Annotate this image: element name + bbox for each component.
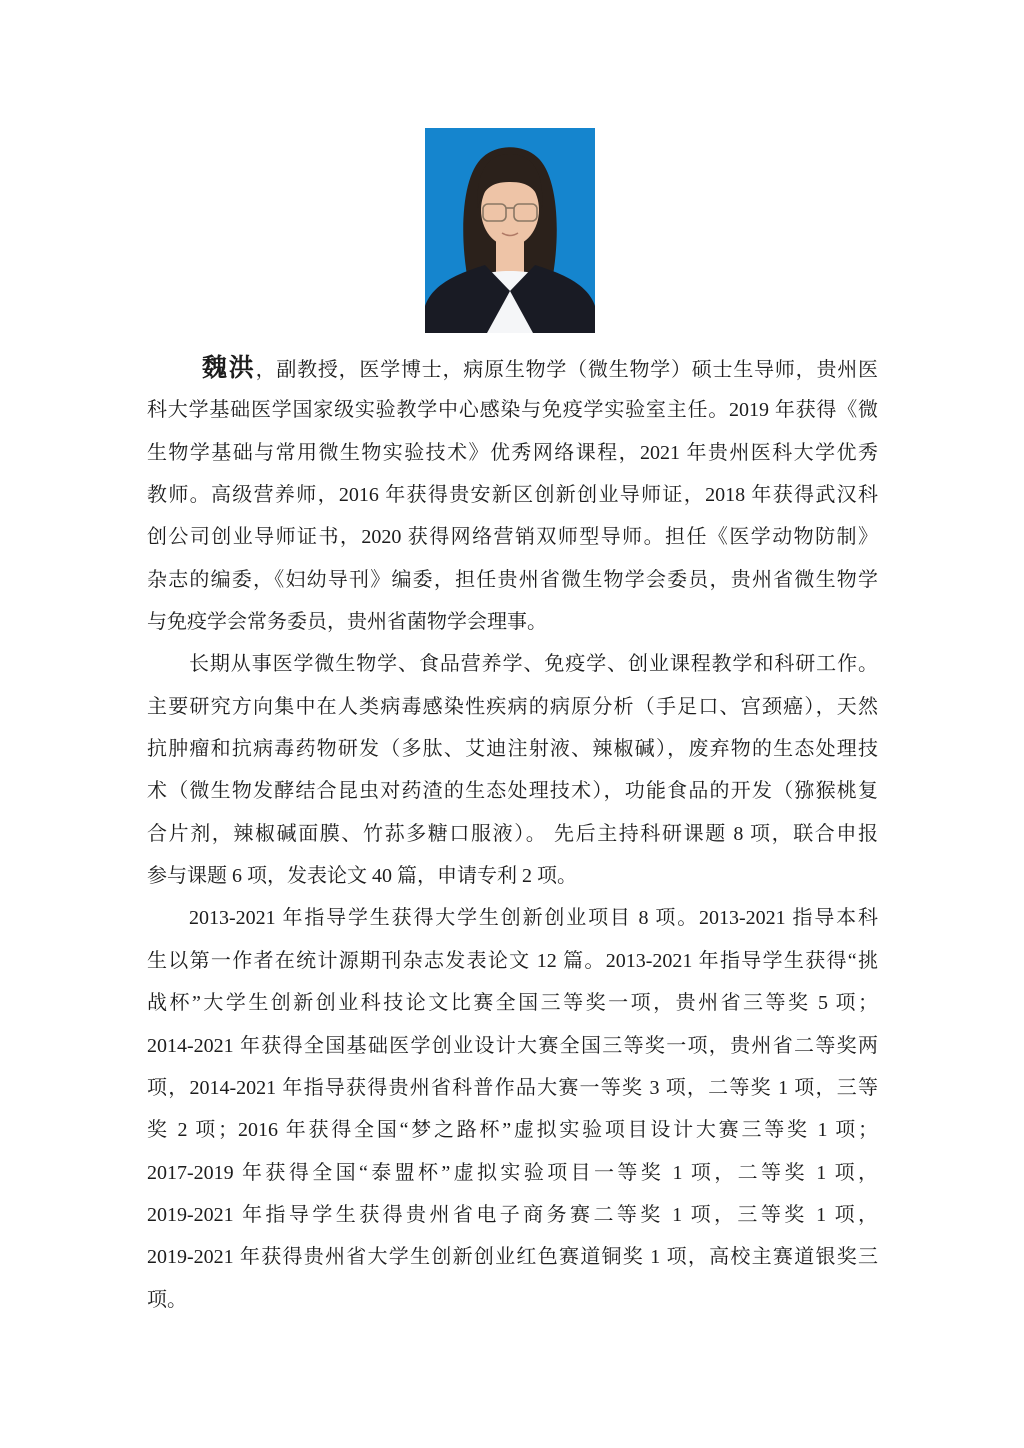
profile-line: 与免疫学会常务委员，贵州省菌物学会理事。 bbox=[147, 611, 547, 634]
profile-line: 2017-2019 年获得全国“泰盟杯”虚拟实验项目一等奖 1 项，二等奖 1 项， bbox=[147, 1161, 878, 1184]
profile-line: 教师。高级营养师，2016 年获得贵安新区创新创业导师证，2018 年获得武汉科 bbox=[147, 484, 878, 507]
profile-line: 奖 2 项；2016 年获得全国“梦之路杯”虚拟实验项目设计大赛三等奖 1 项； bbox=[147, 1119, 878, 1142]
profile-line: 2014-2021 年获得全国基础医学创业设计大赛全国三等奖一项，贵州省二等奖两 bbox=[147, 1034, 878, 1057]
profile-line: 项，2014-2021 年指导获得贵州省科普作品大赛一等奖 3 项，二等奖 1 项，三等 bbox=[147, 1076, 878, 1099]
profile-line: 2019-2021 年指导学生获得贵州省电子商务赛二等奖 1 项，三等奖 1 项， bbox=[147, 1203, 878, 1226]
profile-line: 科大学基础医学国家级实验教学中心感染与免疫学实验室主任。2019 年获得《微 bbox=[147, 399, 878, 422]
profile-line: 主要研究方向集中在人类病毒感染性疾病的病原分析（手足口、宫颈癌），天然 bbox=[147, 695, 878, 718]
profile-line: 2013-2021 年指导学生获得大学生创新创业项目 8 项。2013-2021 指导本科 bbox=[189, 907, 878, 930]
profile-line: 创公司创业导师证书，2020 获得网络营销双师型导师。担任《医学动物防制》 bbox=[147, 526, 878, 549]
profile-line: 生以第一作者在统计源期刊杂志发表论文 12 篇。2013-2021 年指导学生获得“挑 bbox=[147, 949, 878, 972]
profile-line: 参与课题 6 项，发表论文 40 篇，申请专利 2 项。 bbox=[147, 865, 577, 888]
profile-line bbox=[147, 347, 878, 389]
profile-line-text: ，副教授，医学博士，病原生物学（微生物学）硕士生导师，贵州医 bbox=[255, 359, 878, 381]
profile-line: 生物学基础与常用微生物实验技术》优秀网络课程，2021 年贵州医科大学优秀 bbox=[147, 441, 878, 464]
profile-line: 项。 bbox=[147, 1288, 187, 1311]
profile-line: 2019-2021 年获得贵州省大学生创新创业红色赛道铜奖 1 项，高校主赛道银奖三 bbox=[147, 1246, 878, 1269]
profile-line: 术（微生物发酵结合昆虫对药渣的生态处理技术），功能食品的开发（猕猴桃复 bbox=[147, 780, 878, 803]
portrait-photo-illustration bbox=[425, 128, 595, 333]
profile-line: 抗肿瘤和抗病毒药物研发（多肽、艾迪注射液、辣椒碱），废弃物的生态处理技 bbox=[147, 738, 878, 761]
profile-line: 合片剂，辣椒碱面膜、竹荪多糖口服液）。 先后主持科研课题 8 项，联合申报 bbox=[147, 822, 878, 845]
person-name: 魏洪 bbox=[202, 354, 256, 382]
profile-line: 长期从事医学微生物学、食品营养学、免疫学、创业课程教学和科研工作。 bbox=[189, 653, 878, 676]
portrait-photo bbox=[425, 128, 595, 333]
profile-document bbox=[147, 347, 878, 1321]
profile-line: 战杯”大学生创新创业科技论文比赛全国三等奖一项，贵州省三等奖 5 项； bbox=[147, 992, 878, 1015]
profile-line: 杂志的编委，《妇幼导刊》编委，担任贵州省微生物学会委员，贵州省微生物学 bbox=[147, 568, 878, 591]
